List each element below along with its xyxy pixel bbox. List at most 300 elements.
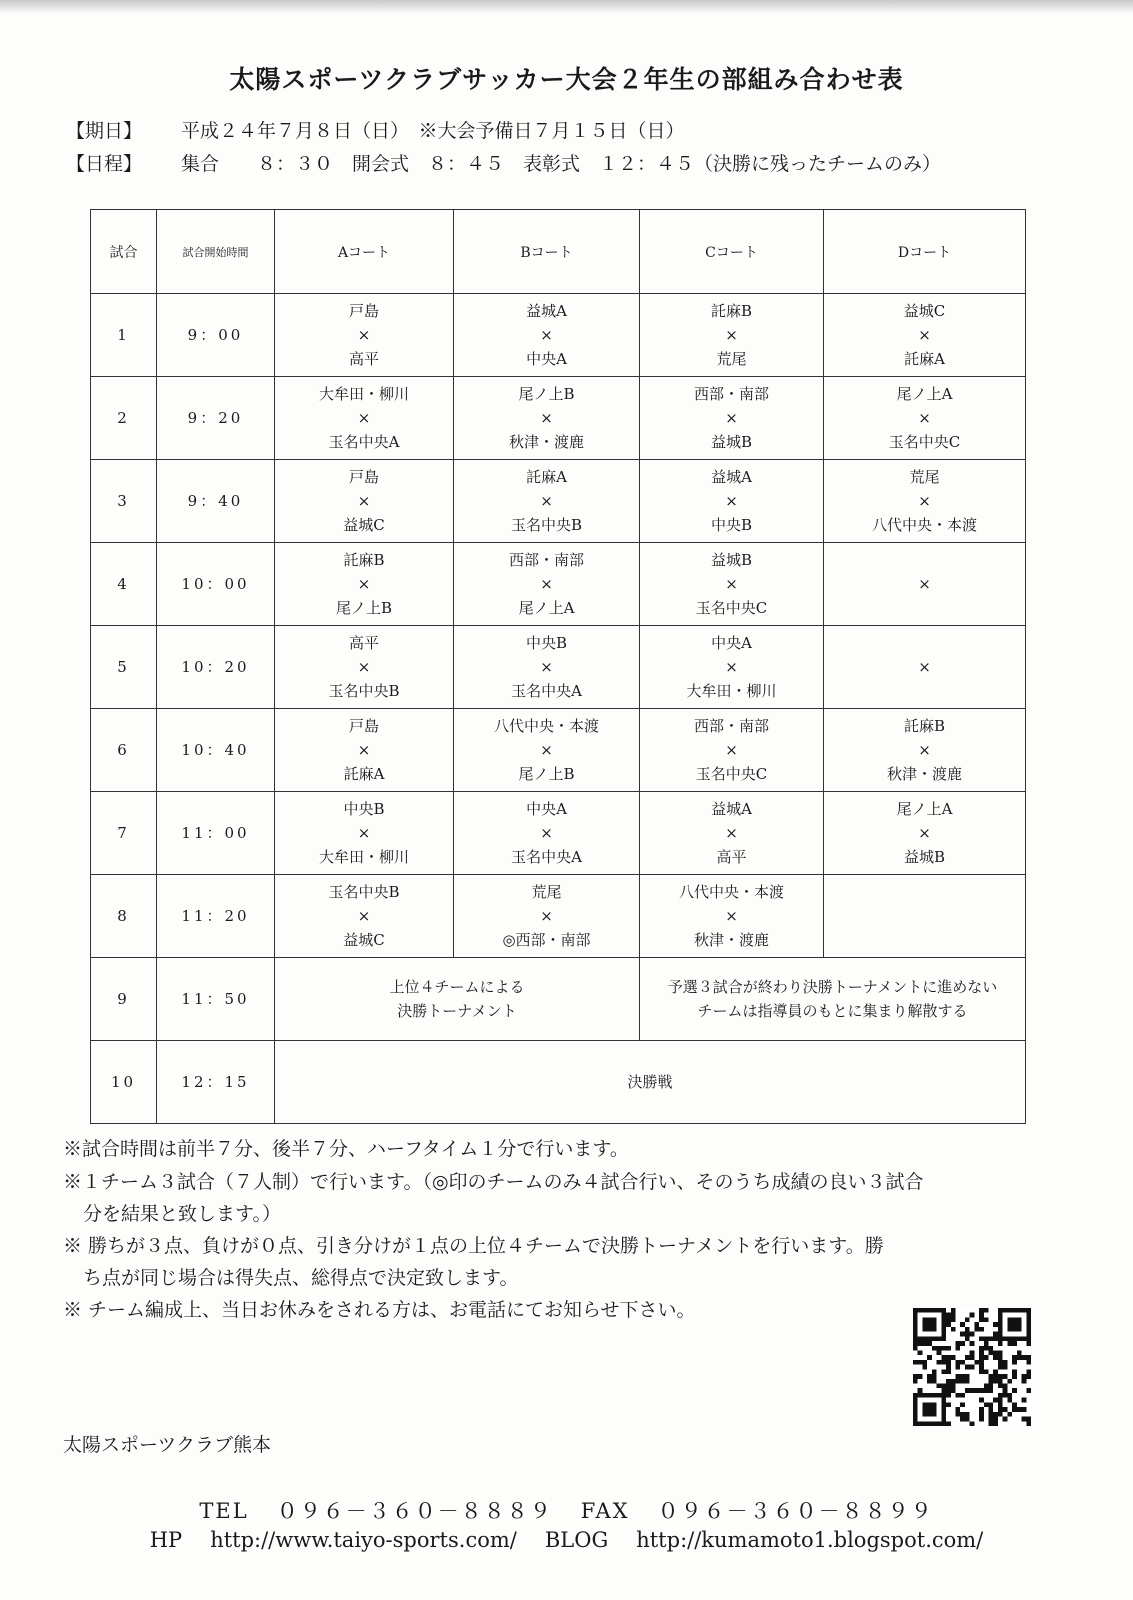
qr-module [955, 1393, 960, 1398]
qr-module [965, 1379, 970, 1384]
versus-mark: × [918, 326, 931, 344]
qr-module [913, 1412, 918, 1417]
hp-label: HP [149, 1528, 183, 1552]
qr-module [1012, 1374, 1017, 1379]
qr-module [913, 1417, 918, 1422]
qr-module [998, 1407, 1003, 1412]
away-team: 八代中央・本渡 [871, 516, 977, 534]
qr-module [941, 1355, 946, 1360]
qr-module [946, 1388, 951, 1393]
qr-module [998, 1374, 1003, 1379]
versus-mark: × [725, 824, 738, 842]
qr-module [1012, 1360, 1017, 1365]
qr-module [974, 1327, 979, 1332]
court-b-cell [454, 294, 640, 377]
qr-module [946, 1384, 951, 1389]
court-a-cell [275, 377, 454, 460]
versus-mark: × [918, 741, 931, 759]
qr-module [932, 1369, 937, 1374]
qr-module [979, 1412, 984, 1417]
match-no: 8 [91, 875, 157, 958]
court-c-cell [640, 626, 824, 709]
qr-module [918, 1360, 923, 1365]
qr-module [946, 1393, 951, 1398]
qr-module [979, 1346, 984, 1351]
court-b-cell [454, 792, 640, 875]
home-team: 益城B [710, 551, 753, 569]
versus-mark: × [725, 492, 738, 510]
qr-module [993, 1379, 998, 1384]
qr-module [955, 1360, 960, 1365]
home-team: 八代中央・本渡 [678, 883, 784, 901]
qr-module [1022, 1398, 1027, 1403]
qr-module [946, 1360, 951, 1365]
qr-module [979, 1350, 984, 1355]
qr-module [965, 1412, 970, 1417]
qr-module [955, 1346, 960, 1351]
tel-label: TEL [199, 1499, 249, 1523]
qr-module [927, 1336, 932, 1341]
schedule-label: 【日程】 [66, 153, 143, 175]
table-row [91, 626, 1026, 709]
header-court-a: Aコート [275, 210, 454, 294]
qr-module [1026, 1355, 1031, 1360]
qr-module [913, 1322, 918, 1327]
qr-module [984, 1388, 989, 1393]
versus-mark: × [540, 326, 553, 344]
qr-module [1007, 1412, 1012, 1417]
home-team: 戸島 [348, 302, 379, 320]
qr-module [984, 1341, 989, 1346]
qr-module [932, 1393, 937, 1398]
qr-module [932, 1402, 937, 1407]
qr-module [946, 1313, 951, 1318]
court-d-cell [824, 709, 1026, 792]
qr-module [1003, 1336, 1008, 1341]
home-team: 荒尾 [909, 468, 940, 486]
qr-module [970, 1341, 975, 1346]
court-d-cell [824, 294, 1026, 377]
court-b-cell [454, 377, 640, 460]
qr-module [927, 1327, 932, 1332]
away-team: 大牟田・柳川 [686, 682, 777, 700]
qr-module [989, 1384, 994, 1389]
match-no: 2 [91, 377, 157, 460]
qr-module [1007, 1398, 1012, 1403]
qr-module [965, 1336, 970, 1341]
qr-module [979, 1398, 984, 1403]
phone-fax-line [0, 1495, 1133, 1525]
qr-module [1012, 1402, 1017, 1407]
versus-mark: × [918, 409, 931, 427]
match-no: 7 [91, 792, 157, 875]
qr-module [932, 1317, 937, 1322]
header-court-c: Cコート [640, 210, 824, 294]
qr-module [913, 1398, 918, 1403]
qr-module [993, 1398, 998, 1403]
home-team: 益城A [711, 800, 752, 818]
home-team: 中央B [525, 634, 568, 652]
qr-module [913, 1407, 918, 1412]
qr-module [955, 1365, 960, 1370]
qr-module [1012, 1388, 1017, 1393]
qr-module [932, 1407, 937, 1412]
qr-module [927, 1407, 932, 1412]
qr-module [965, 1355, 970, 1360]
qr-module [922, 1407, 927, 1412]
home-team: 尾ノ上A [896, 385, 953, 403]
qr-module [918, 1421, 923, 1426]
qr-module [913, 1421, 918, 1426]
qr-module [989, 1417, 994, 1422]
note-games-line-2: 分を結果と致します。） [83, 1203, 281, 1225]
final-match-cell: 決勝戦 [275, 1041, 1026, 1124]
qr-module [1017, 1336, 1022, 1341]
hp-url: http://www.taiyo-sports.com/ [210, 1528, 517, 1552]
qr-module [946, 1379, 951, 1384]
qr-module [1007, 1393, 1012, 1398]
qr-module [998, 1355, 1003, 1360]
qr-module [922, 1421, 927, 1426]
qr-module [941, 1336, 946, 1341]
elimination-note-line-2: チームは指導員のもとに集まり解散する [697, 1002, 968, 1020]
away-team: 荒尾 [716, 350, 747, 368]
qr-module [960, 1374, 965, 1379]
match-time: 12：15 [157, 1041, 275, 1124]
schedule-body [91, 294, 1026, 1124]
qr-module [979, 1388, 984, 1393]
qr-module [946, 1355, 951, 1360]
match-no: 4 [91, 543, 157, 626]
qr-module [932, 1421, 937, 1426]
qr-module [927, 1374, 932, 1379]
qr-module [951, 1379, 956, 1384]
qr-module [1022, 1308, 1027, 1313]
qr-module [918, 1350, 923, 1355]
versus-mark: × [357, 326, 371, 344]
qr-module [937, 1360, 942, 1365]
court-a-cell [275, 709, 454, 792]
qr-module [1012, 1327, 1017, 1332]
qr-module [937, 1384, 942, 1389]
match-no: 3 [91, 460, 157, 543]
versus-mark: × [357, 907, 371, 925]
qr-module [922, 1327, 927, 1332]
qr-module [913, 1374, 918, 1379]
away-team: 託麻A [904, 350, 945, 368]
qr-module [951, 1317, 956, 1322]
qr-module [998, 1384, 1003, 1389]
qr-module [993, 1332, 998, 1337]
qr-module [1007, 1341, 1012, 1346]
qr-module [998, 1398, 1003, 1403]
qr-module [922, 1365, 927, 1370]
qr-module [927, 1402, 932, 1407]
qr-module [970, 1388, 975, 1393]
qr-module [913, 1327, 918, 1332]
qr-module [993, 1336, 998, 1341]
note-scoring [63, 1230, 884, 1294]
court-c-cell [640, 377, 824, 460]
schedule-row [66, 149, 941, 176]
qr-module [965, 1417, 970, 1422]
qr-module [1026, 1336, 1031, 1341]
home-team: 西部・南部 [693, 717, 769, 735]
qr-module [918, 1336, 923, 1341]
match-time: 9：20 [157, 377, 275, 460]
qr-module [941, 1412, 946, 1417]
qr-module [1012, 1369, 1017, 1374]
away-team: 益城B [710, 433, 753, 451]
qr-module [932, 1336, 937, 1341]
court-d-cell [824, 875, 1026, 958]
qr-module [979, 1360, 984, 1365]
qr-module [965, 1374, 970, 1379]
qr-module [1003, 1360, 1008, 1365]
qr-module [1007, 1322, 1012, 1327]
qr-module [1026, 1327, 1031, 1332]
versus-mark: × [918, 492, 931, 510]
qr-module [984, 1336, 989, 1341]
qr-module [932, 1374, 937, 1379]
qr-module [918, 1341, 923, 1346]
home-team: 中央A [526, 800, 567, 818]
qr-module [979, 1327, 984, 1332]
qr-module [1017, 1322, 1022, 1327]
qr-module [932, 1412, 937, 1417]
qr-module [998, 1379, 1003, 1384]
match-no: 10 [91, 1041, 157, 1124]
note-games-per-team [63, 1166, 924, 1230]
blog-url: http://kumamoto1.blogspot.com/ [636, 1528, 984, 1552]
versus-mark: × [540, 741, 553, 759]
table-row-10 [91, 1041, 1026, 1124]
away-team: ◎西部・南部 [502, 931, 591, 949]
tournament-line-1: 上位４チームによる [389, 978, 525, 996]
away-team: 益城B [903, 848, 946, 866]
qr-module [922, 1336, 927, 1341]
qr-module [913, 1341, 918, 1346]
court-d-cell: × [824, 626, 1026, 709]
qr-module [970, 1332, 975, 1337]
away-team: 尾ノ上B [335, 599, 393, 617]
qr-module [979, 1317, 984, 1322]
away-team: 玉名中央A [511, 848, 582, 866]
note-match-length: ※試合時間は前半７分、後半７分、ハーフタイム１分で行います。 [63, 1138, 629, 1160]
court-a-cell [275, 460, 454, 543]
qr-module [1003, 1417, 1008, 1422]
organization-name: 太陽スポーツクラブ熊本 [63, 1434, 272, 1456]
court-b-cell [454, 626, 640, 709]
court-a-cell [275, 294, 454, 377]
qr-module [998, 1327, 1003, 1332]
home-team: 益城C [903, 302, 946, 320]
home-team: 尾ノ上A [896, 800, 953, 818]
qr-module [993, 1350, 998, 1355]
scan-edge-shadow [0, 0, 1133, 14]
qr-module [984, 1317, 989, 1322]
qr-module [960, 1322, 965, 1327]
qr-module [913, 1360, 918, 1365]
qr-module [1026, 1369, 1031, 1374]
court-c-cell [640, 543, 824, 626]
match-time: 10：20 [157, 626, 275, 709]
qr-module [913, 1332, 918, 1337]
qr-module [998, 1308, 1003, 1313]
qr-module [1007, 1327, 1012, 1332]
qr-module [989, 1346, 994, 1351]
qr-module [941, 1407, 946, 1412]
schedule-value: 集合 ８：３０ 開会式 ８：４５ 表彰式 １２：４５（決勝に残ったチームのみ） [181, 153, 942, 175]
qr-module [927, 1322, 932, 1327]
qr-module [937, 1350, 942, 1355]
away-team: 中央A [526, 350, 567, 368]
qr-module [941, 1360, 946, 1365]
match-time: 10：00 [157, 543, 275, 626]
qr-module [1026, 1313, 1031, 1318]
header-court-b: Bコート [454, 210, 640, 294]
page-title: 太陽スポーツクラブサッカー大会２年生の部組み合わせ表 [229, 65, 904, 94]
court-a-cell [275, 543, 454, 626]
court-c-cell [640, 460, 824, 543]
qr-module [951, 1384, 956, 1389]
versus-mark: × [540, 492, 553, 510]
qr-module [913, 1379, 918, 1384]
table-row [91, 460, 1026, 543]
qr-module [979, 1365, 984, 1370]
qr-module [951, 1355, 956, 1360]
elimination-note-line-1: 予選３試合が終わり決勝トーナメントに進めない [667, 978, 998, 996]
qr-module [984, 1346, 989, 1351]
qr-module [993, 1417, 998, 1422]
qr-module [1026, 1317, 1031, 1322]
qr-module [922, 1402, 927, 1407]
qr-module [1012, 1308, 1017, 1313]
court-b-cell [454, 460, 640, 543]
qr-module [1017, 1317, 1022, 1322]
tournament-cell [275, 958, 640, 1041]
versus-mark: × [918, 824, 931, 842]
qr-module [960, 1393, 965, 1398]
qr-module [1022, 1336, 1027, 1341]
qr-module [1026, 1417, 1031, 1422]
qr-module [965, 1365, 970, 1370]
qr-module [1026, 1388, 1031, 1393]
qr-module [913, 1346, 918, 1351]
versus-mark: × [725, 326, 738, 344]
match-time: 10：40 [157, 709, 275, 792]
qr-module [951, 1327, 956, 1332]
table-row [91, 875, 1026, 958]
qr-module [955, 1412, 960, 1417]
versus-mark: × [540, 409, 553, 427]
table-row [91, 294, 1026, 377]
qr-module [998, 1317, 1003, 1322]
qr-module [998, 1360, 1003, 1365]
versus-mark: × [725, 658, 738, 676]
qr-module [955, 1374, 960, 1379]
qr-module [998, 1393, 1003, 1398]
qr-module [932, 1379, 937, 1384]
qr-module [946, 1365, 951, 1370]
qr-module [984, 1384, 989, 1389]
qr-module [941, 1322, 946, 1327]
qr-module [1003, 1365, 1008, 1370]
qr-module [979, 1355, 984, 1360]
court-a-cell [275, 626, 454, 709]
qr-module [1026, 1308, 1031, 1313]
qr-module [946, 1346, 951, 1351]
qr-module [974, 1360, 979, 1365]
qr-module [913, 1317, 918, 1322]
qr-module [1026, 1360, 1031, 1365]
away-team: 玉名中央B [510, 516, 583, 534]
qr-module [998, 1412, 1003, 1417]
blog-label: BLOG [544, 1528, 609, 1552]
home-team: 八代中央・本渡 [493, 717, 599, 735]
qr-module [998, 1365, 1003, 1370]
qr-module [932, 1346, 937, 1351]
qr-module [946, 1402, 951, 1407]
court-d-cell: × [824, 543, 1026, 626]
versus-mark: × [725, 409, 738, 427]
qr-module [979, 1313, 984, 1318]
qr-module [960, 1379, 965, 1384]
qr-module [984, 1369, 989, 1374]
qr-module [941, 1402, 946, 1407]
court-c-cell [640, 294, 824, 377]
match-time: 11：00 [157, 792, 275, 875]
versus-mark: × [540, 907, 553, 925]
qr-module [927, 1393, 932, 1398]
qr-module [913, 1393, 918, 1398]
table-row [91, 709, 1026, 792]
qr-module [1017, 1407, 1022, 1412]
fax-number: ０９６－３６０－８８９９ [657, 1499, 934, 1523]
qr-module [955, 1341, 960, 1346]
table-row [91, 377, 1026, 460]
qr-module [941, 1346, 946, 1351]
qr-module [913, 1336, 918, 1341]
qr-module [1007, 1308, 1012, 1313]
qr-module [979, 1308, 984, 1313]
qr-module [970, 1313, 975, 1318]
table-row [91, 792, 1026, 875]
qr-module [946, 1421, 951, 1426]
versus-mark: × [725, 907, 738, 925]
qr-module [993, 1369, 998, 1374]
qr-module [998, 1402, 1003, 1407]
versus-mark: × [357, 492, 371, 510]
match-time: 11：20 [157, 875, 275, 958]
qr-module [970, 1421, 975, 1426]
qr-module [1003, 1393, 1008, 1398]
qr-module [1017, 1355, 1022, 1360]
qr-module [922, 1360, 927, 1365]
away-team: 高平 [348, 350, 379, 368]
header-court-d: Dコート [824, 210, 1026, 294]
qr-module [998, 1322, 1003, 1327]
qr-module [989, 1421, 994, 1426]
versus-mark: × [725, 741, 738, 759]
qr-module [974, 1322, 979, 1327]
elimination-note-cell [640, 958, 1026, 1041]
home-team: 託麻B [710, 302, 753, 320]
tel-number: ０９６－３６０－８８８９ [276, 1499, 553, 1523]
tournament-line-2: 決勝トーナメント [397, 1002, 517, 1020]
qr-module [941, 1369, 946, 1374]
qr-module [922, 1412, 927, 1417]
